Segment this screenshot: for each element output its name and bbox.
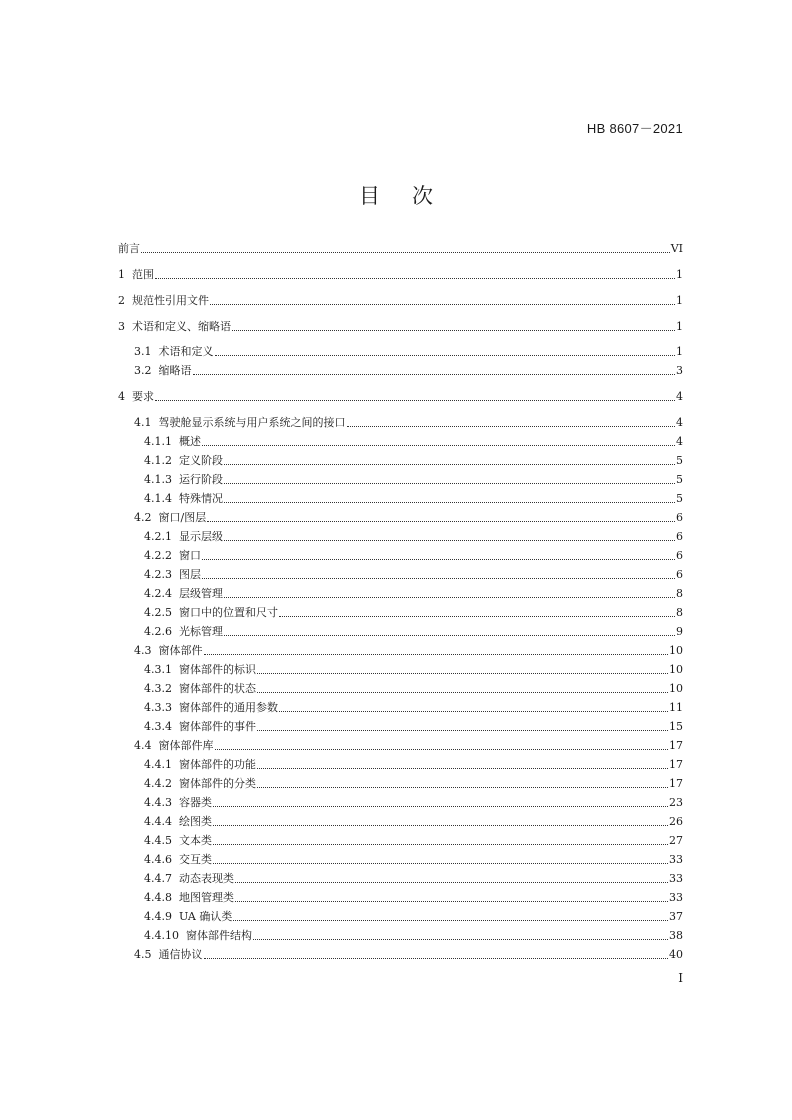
toc-entry[interactable]	[144, 716, 683, 734]
toc-page-number: 5	[676, 492, 683, 505]
toc-section-number: 4.2.3	[144, 568, 179, 581]
toc-page-number: 27	[669, 834, 683, 847]
toc-entry[interactable]	[144, 925, 683, 943]
toc-page-number: 17	[669, 758, 683, 771]
toc-page-number: 37	[669, 910, 683, 923]
toc-dot-leader	[204, 958, 669, 959]
toc-section-title: 窗体部件的状态	[178, 682, 256, 695]
toc-entry[interactable]	[144, 906, 683, 924]
toc-section-number: 2	[118, 294, 132, 307]
toc-section-number: 4.1.1	[144, 435, 179, 448]
toc-section-number: 4	[118, 390, 132, 403]
toc-dot-leader	[257, 787, 668, 788]
toc-section-title: 运行阶段	[178, 473, 223, 486]
toc-section-title: 术语和定义	[158, 345, 214, 358]
toc-page-number: 1	[676, 345, 683, 358]
toc-section-number: 4.3.3	[144, 701, 179, 714]
toc-section-title: 窗体部件的分类	[178, 777, 256, 790]
toc-section-number: 4.4.1	[144, 758, 179, 771]
toc-dot-leader	[224, 464, 675, 465]
toc-dot-leader	[215, 355, 676, 356]
toc-dot-leader	[155, 400, 675, 401]
toc-section-title: 窗体部件的事件	[178, 720, 256, 733]
toc-section-number: 4.4.8	[144, 891, 179, 904]
toc-page-number: 9	[676, 625, 683, 638]
toc-section-number: 4.2.4	[144, 587, 179, 600]
toc-dot-leader	[233, 920, 668, 921]
toc-section-number: 4.4.9	[144, 910, 179, 923]
toc-page-number: 6	[676, 549, 683, 562]
toc-section-title: 驾驶舱显示系统与用户系统之间的接口	[158, 416, 346, 429]
toc-page-number: 26	[669, 815, 683, 828]
toc-dot-leader	[193, 374, 676, 375]
toc-entry[interactable]	[134, 360, 683, 378]
toc-section-number: 4.4.3	[144, 796, 179, 809]
toc-dot-leader	[207, 521, 675, 522]
toc-entry[interactable]	[144, 887, 683, 905]
toc-section-number: 4.4.4	[144, 815, 179, 828]
toc-section-title: 窗体部件的功能	[178, 758, 256, 771]
toc-dot-leader	[204, 654, 669, 655]
toc-page-number: 6	[676, 568, 683, 581]
toc-entry[interactable]	[144, 792, 683, 810]
toc-entry[interactable]	[118, 264, 683, 282]
toc-dot-leader	[279, 711, 668, 712]
toc-page-number: 4	[676, 390, 683, 403]
toc-dot-leader	[202, 445, 675, 446]
toc-section-number: 4.2.5	[144, 606, 179, 619]
toc-dot-leader	[213, 863, 668, 864]
toc-section-title: 层级管理	[178, 587, 223, 600]
toc-section-number: 4.1.4	[144, 492, 179, 505]
toc-page-number: 1	[676, 268, 683, 281]
toc-page-number: 4	[676, 416, 683, 429]
toc-dot-leader	[232, 330, 675, 331]
toc-page-number: 40	[669, 948, 683, 961]
toc-entry[interactable]	[118, 316, 683, 334]
toc-section-title: 显示层级	[178, 530, 223, 543]
toc-page-number: 1	[676, 320, 683, 333]
toc-entry[interactable]	[144, 602, 683, 620]
toc-page-number: 8	[676, 587, 683, 600]
toc-page-number: 17	[669, 777, 683, 790]
toc-entry[interactable]	[134, 735, 683, 753]
toc-section-number: 4.3	[134, 644, 159, 657]
toc-section-number: 4.2.1	[144, 530, 179, 543]
toc-page-number: 38	[669, 929, 683, 942]
toc-entry[interactable]	[144, 621, 683, 639]
toc-entry[interactable]	[144, 697, 683, 715]
toc-dot-leader	[257, 692, 668, 693]
toc-section-title: 动态表现类	[178, 872, 234, 885]
toc-dot-leader	[155, 278, 675, 279]
toc-page-number: 10	[669, 644, 683, 657]
toc-section-title: 窗体部件	[158, 644, 203, 657]
toc-page-number: 33	[669, 872, 683, 885]
toc-section-number: 4.2.2	[144, 549, 179, 562]
toc-page-number: 15	[669, 720, 683, 733]
toc-section-title: 窗体部件结构	[185, 929, 252, 942]
toc-page-number: 10	[669, 682, 683, 695]
toc-dot-leader	[202, 559, 675, 560]
toc-dot-leader	[257, 673, 668, 674]
toc-section-number: 4.1	[134, 416, 159, 429]
toc-entry[interactable]	[134, 507, 683, 525]
toc-section-number: 4.5	[134, 948, 159, 961]
toc-entry[interactable]	[144, 773, 683, 791]
toc-dot-leader	[202, 578, 675, 579]
toc-dot-leader	[224, 540, 675, 541]
toc-entry[interactable]	[134, 341, 683, 359]
toc-dot-leader	[215, 749, 669, 750]
toc-entry[interactable]	[144, 678, 683, 696]
toc-section-title: 特殊情况	[178, 492, 223, 505]
toc-dot-leader	[279, 616, 675, 617]
toc-page-number: 10	[669, 663, 683, 676]
toc-section-title: 窗口	[178, 549, 201, 562]
toc-dot-leader	[347, 426, 676, 427]
toc-section-number: 4.4.10	[144, 929, 186, 942]
toc-page-number: 1	[676, 294, 683, 307]
toc-section-title: 文本类	[178, 834, 212, 847]
toc-section-title: 范围	[132, 268, 154, 281]
toc-section-number: 1	[118, 268, 132, 281]
toc-dot-leader	[224, 597, 675, 598]
toc-page-number: 17	[669, 739, 683, 752]
toc-dot-leader	[224, 502, 675, 503]
page-number: I	[678, 971, 683, 985]
toc-section-title: 规范性引用文件	[132, 294, 209, 307]
toc-section-number: 4.4.5	[144, 834, 179, 847]
toc-entry[interactable]	[144, 469, 683, 487]
toc-section-title: UA 确认类	[178, 910, 233, 923]
toc-entry[interactable]	[118, 238, 683, 256]
toc-section-number: 3	[118, 320, 132, 333]
toc-section-number: 4.4.2	[144, 777, 179, 790]
toc-section-title: 图层	[178, 568, 201, 581]
toc-section-title: 窗口中的位置和尺寸	[178, 606, 278, 619]
toc-section-title: 容器类	[178, 796, 212, 809]
toc-entry[interactable]	[144, 811, 683, 829]
toc-section-title: 光标管理	[178, 625, 223, 638]
toc-section-title: 要求	[132, 390, 154, 403]
toc-section-number: 4.3.4	[144, 720, 179, 733]
toc-entry[interactable]	[144, 659, 683, 677]
toc-entry[interactable]	[144, 868, 683, 886]
toc-entry[interactable]	[118, 386, 683, 404]
toc-page-number: 6	[676, 511, 683, 524]
toc-page-number: 33	[669, 853, 683, 866]
toc-dot-leader	[235, 901, 668, 902]
toc-section-title: 窗口/图层	[158, 511, 207, 524]
toc-entry[interactable]	[144, 849, 683, 867]
toc-section-title: 交互类	[178, 853, 212, 866]
toc-section-title: 缩略语	[158, 364, 192, 377]
toc-section-title: 定义阶段	[178, 454, 223, 467]
toc-page-number: VI	[670, 242, 683, 255]
toc-entry[interactable]	[118, 290, 683, 308]
toc-dot-leader	[213, 806, 668, 807]
toc-entry[interactable]	[144, 754, 683, 772]
toc-section-number: 4.1.2	[144, 454, 179, 467]
title-char-1: 目	[359, 184, 380, 208]
toc-page-number: 33	[669, 891, 683, 904]
toc-section-title: 窗体部件的标识	[178, 663, 256, 676]
toc-page-number: 23	[669, 796, 683, 809]
toc-section-number: 4.2.6	[144, 625, 179, 638]
toc-section-number: 4.4	[134, 739, 159, 752]
toc-section-title: 窗体部件库	[158, 739, 214, 752]
toc-section-title: 概述	[178, 435, 201, 448]
toc-page-number: 4	[676, 435, 683, 448]
toc-dot-leader	[213, 825, 668, 826]
toc-section-number: 4.3.2	[144, 682, 179, 695]
toc-dot-leader	[141, 252, 670, 253]
toc-section-title: 术语和定义、缩略语	[132, 320, 231, 333]
toc-page-number: 6	[676, 530, 683, 543]
toc-entry[interactable]	[144, 830, 683, 848]
toc-page-number: 5	[676, 473, 683, 486]
toc-section-number: 3.2	[134, 364, 159, 377]
toc-entry[interactable]	[144, 545, 683, 563]
toc-entry[interactable]	[134, 640, 683, 658]
document-number: HB 8607－2021	[586, 121, 683, 136]
toc-entry[interactable]	[144, 583, 683, 601]
toc-section-number: 4.3.1	[144, 663, 179, 676]
toc-entry[interactable]	[144, 526, 683, 544]
toc-entry[interactable]	[144, 488, 683, 506]
toc-dot-leader	[224, 483, 675, 484]
toc-section-number: 4.4.6	[144, 853, 179, 866]
toc-section-title: 绘图类	[178, 815, 212, 828]
toc-section-number: 4.2	[134, 511, 159, 524]
toc-section-title: 窗体部件的通用参数	[178, 701, 278, 714]
toc-section-title: 通信协议	[158, 948, 203, 961]
toc-dot-leader	[257, 768, 668, 769]
toc-entry[interactable]	[144, 450, 683, 468]
toc-dot-leader	[213, 844, 668, 845]
toc-entry[interactable]	[134, 944, 683, 962]
toc-dot-leader	[210, 304, 675, 305]
title-char-2: 次	[412, 184, 433, 208]
toc-dot-leader	[253, 939, 668, 940]
toc-page-number: 8	[676, 606, 683, 619]
toc-dot-leader	[257, 730, 668, 731]
toc-section-title: 前言	[118, 242, 140, 255]
toc-dot-leader	[224, 635, 675, 636]
toc-section-number: 3.1	[134, 345, 159, 358]
toc-page-number: 3	[676, 364, 683, 377]
toc-section-title: 地图管理类	[178, 891, 234, 904]
toc-entry[interactable]	[134, 412, 683, 430]
toc-entry[interactable]	[144, 564, 683, 582]
toc-dot-leader	[235, 882, 668, 883]
toc-section-number: 4.4.7	[144, 872, 179, 885]
toc-page-number: 5	[676, 454, 683, 467]
toc-section-number: 4.1.3	[144, 473, 179, 486]
toc-entry[interactable]	[144, 431, 683, 449]
toc-page-number: 11	[669, 701, 683, 714]
